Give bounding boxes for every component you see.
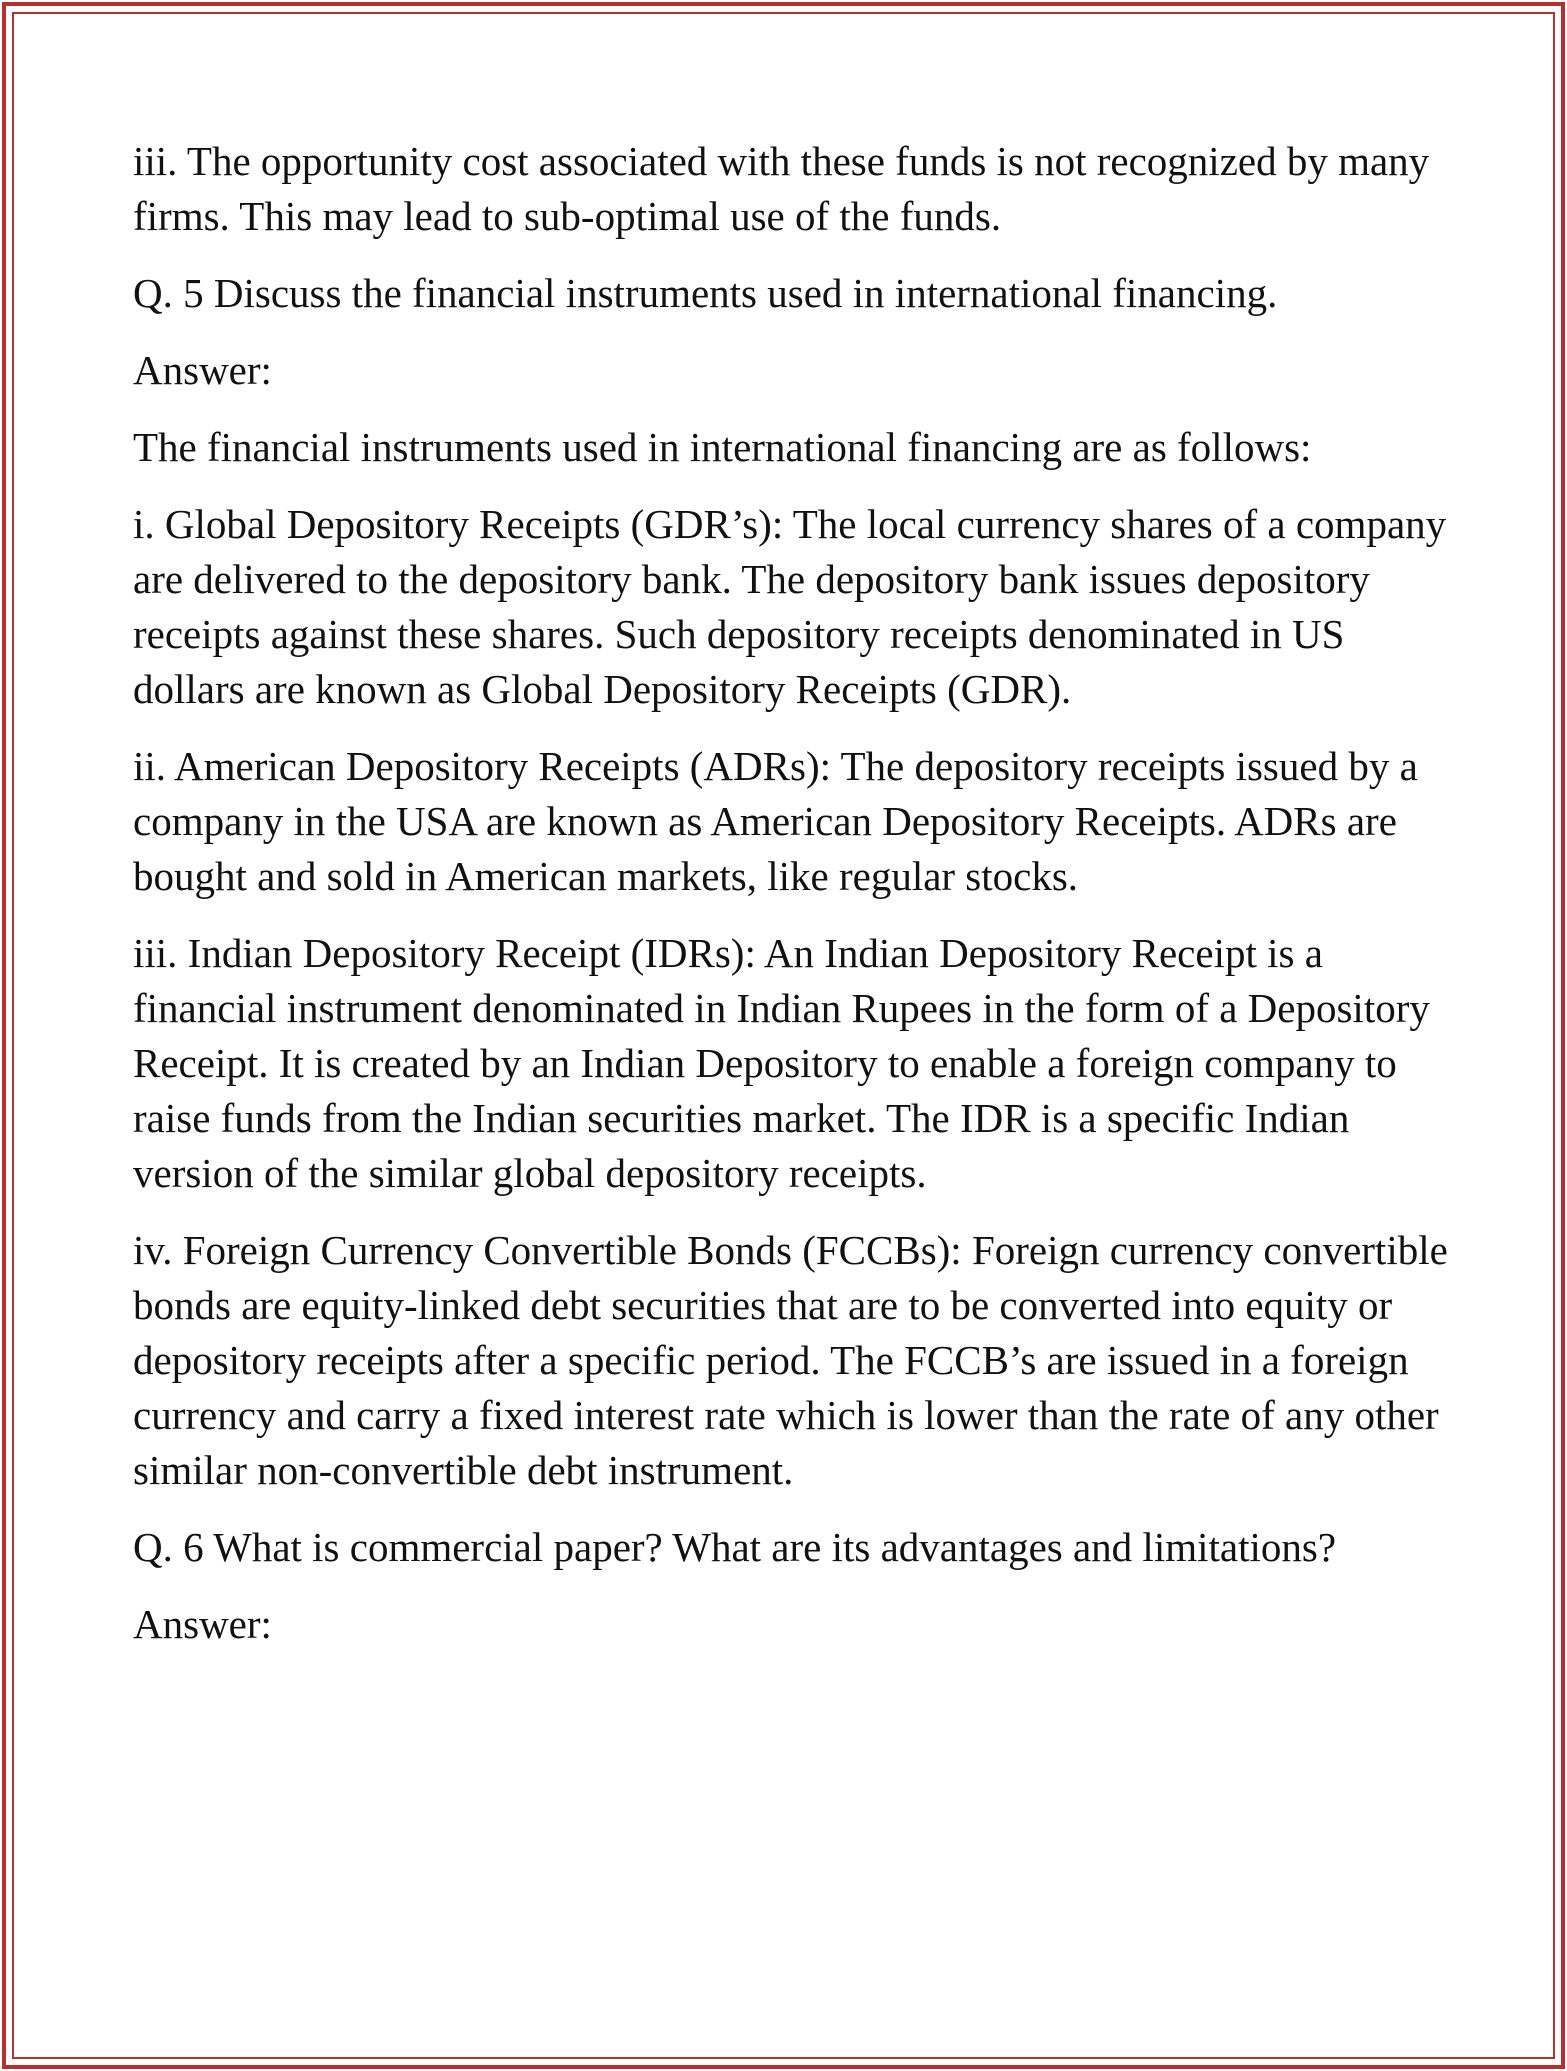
item-fccb: iv. Foreign Currency Convertible Bonds (FCCBs): Foreign currency convertible bonds are equity-linked debt securities that are to be converted into equity or depository receipts after a specific period. The FCCB’s are issued in a foreign currency and carry a fixed interest rate which is lower than the rate of any other similar non-convertible debt instrument. bbox=[133, 1227, 1448, 1493]
paragraph-opportunity-cost: iii. The opportunity cost associated with these funds is not recognized by many firms. This may lead to sub-optimal use of the funds. bbox=[133, 138, 1430, 239]
item-adr: ii. American Depository Receipts (ADRs): The depository receipts issued by a company in the USA are known as American Depository Receipts. ADRs are bought and sold in American markets, like regular stocks. bbox=[133, 743, 1418, 899]
item-idr: iii. Indian Depository Receipt (IDRs): An Indian Depository Receipt is a financial instrument denominated in Indian Rupees in the form of a Depository Receipt. It is created by an Indian Depository to enable a foreign company to raise funds from the Indian securities market. The IDR is a specific Indian version of the similar global depository receipts. bbox=[133, 930, 1430, 1196]
item-gdr: i. Global Depository Receipts (GDR’s): The local currency shares of a company are delivered to the depository bank. The depository bank issues depository receipts against these shares. Such depository receipts denominated in US dollars are known as Global Depository Receipts (GDR). bbox=[133, 501, 1447, 712]
paragraph-intro: The financial instruments used in international financing are as follows: bbox=[133, 424, 1312, 470]
answer-label-q5: Answer: bbox=[133, 347, 272, 393]
answer-label-q6: Answer: bbox=[133, 1601, 272, 1647]
question-5: Q. 5 Discuss the financial instruments used in international financing. bbox=[133, 270, 1278, 316]
document-body bbox=[133, 134, 1463, 1674]
question-6: Q. 6 What is commercial paper? What are its advantages and limitations? bbox=[133, 1524, 1337, 1570]
